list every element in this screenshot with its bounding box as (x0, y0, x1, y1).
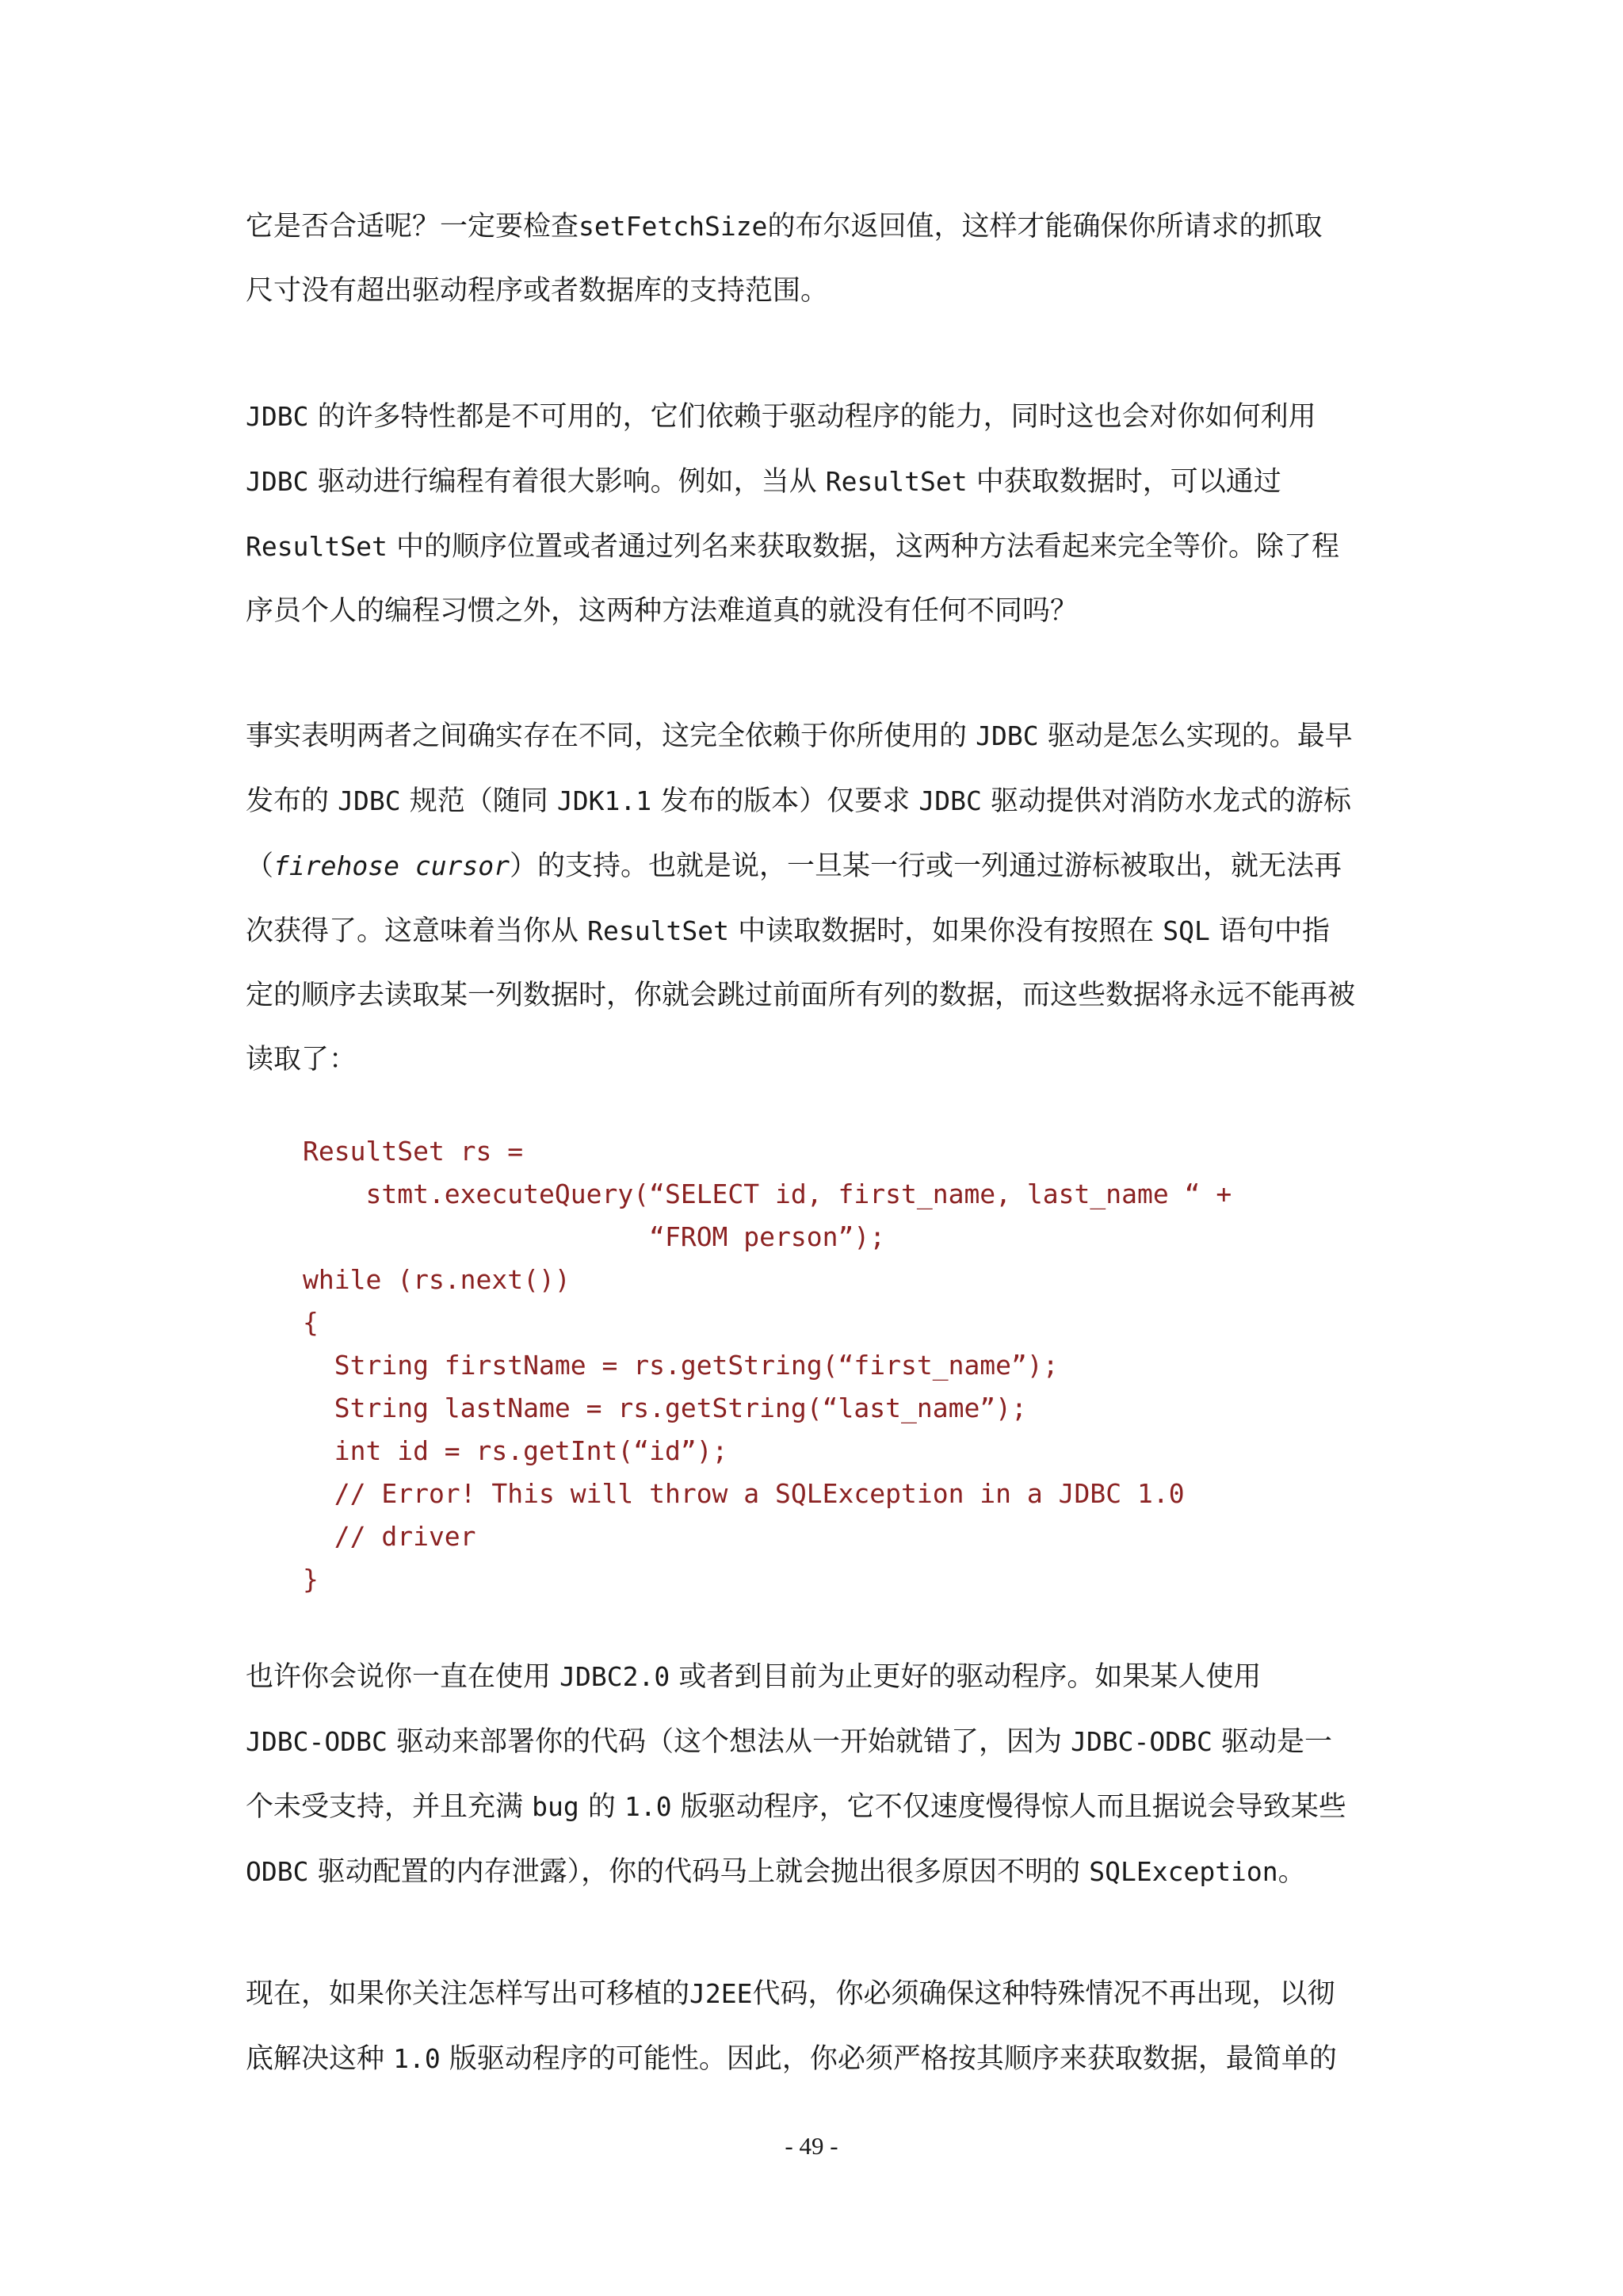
inline-code: J2EE (689, 1978, 753, 2009)
text-line (246, 449, 1379, 514)
paragraph-jdbc-odbc (246, 1645, 1379, 1904)
code-line: String firstName = rs.getString(“first_name”); (303, 1350, 1059, 1381)
paragraph-jdbc-features (246, 384, 1379, 644)
text-run: 规范（随同 (400, 785, 557, 817)
text-line (246, 1710, 1379, 1775)
inline-code: ResultSet (246, 531, 388, 562)
inline-code: JDBC (338, 785, 401, 816)
text-run: （ (246, 850, 274, 882)
inline-code: bug (532, 1791, 579, 1822)
code-line: while (rs.next()) (303, 1264, 571, 1295)
text-run: 它是否合适呢？一定要检查 (246, 211, 579, 243)
text-run: 发布的 (246, 785, 338, 817)
code-line: String lastName = rs.getString(“last_name”); (303, 1392, 1027, 1423)
inline-code: 1.0 (393, 2043, 441, 2074)
text-line (246, 1028, 1379, 1092)
text-run: 版驱动程序，它不仅速度慢得惊人而且据说会导致某些 (671, 1791, 1346, 1823)
inline-code: JDBC (918, 785, 982, 816)
inline-code: JDBC-ODBC (1071, 1726, 1212, 1757)
text-line (246, 1839, 1379, 1904)
text-run: 次获得了。这意味着当你从 (246, 915, 588, 947)
text-run: 。 (1277, 1856, 1306, 1888)
inline-code: setFetchSize (579, 211, 768, 242)
text-run: 中读取数据时，如果你没有按照在 (728, 915, 1163, 947)
inline-code: JDBC (976, 720, 1039, 751)
inline-code: SQL (1163, 915, 1210, 946)
text-line (246, 2027, 1379, 2092)
inline-code: JDK1.1 (556, 785, 652, 816)
text-line (246, 769, 1379, 834)
text-line (246, 1645, 1379, 1710)
text-run: 驱动是怎么实现的。最早 (1038, 720, 1353, 752)
inline-code: SQLException (1089, 1856, 1278, 1887)
code-line: “FROM person”); (303, 1221, 886, 1252)
text-line (246, 384, 1379, 449)
text-run: 中的顺序位置或者通过列名来获取数据，这两种方法看起来完全等价。除了程 (387, 531, 1339, 563)
paragraph-fetchsize (246, 194, 1379, 323)
text-run: 代码，你必须确保这种特殊情况不再出现，以彻 (752, 1978, 1335, 2010)
text-run: 驱动来部署你的代码（这个想法从一开始就错了，因为 (387, 1726, 1071, 1758)
text-line (246, 899, 1379, 964)
paragraph-j2ee-portability (246, 1962, 1379, 2092)
text-run: 现在，如果你关注怎样写出可移植的 (246, 1978, 690, 2010)
text-run: 尺寸没有超出驱动程序或者数据库的支持范围。 (246, 275, 829, 307)
text-line (246, 704, 1379, 769)
text-run: 序员个人的编程习惯之外，这两种方法难道真的就没有任何不同吗？ (246, 595, 1079, 627)
paragraph-firehose-cursor (246, 704, 1379, 1092)
text-line (246, 834, 1379, 899)
page-number: - 49 - (785, 2132, 838, 2160)
text-line (246, 1775, 1379, 1839)
inline-code: JDBC (246, 401, 309, 432)
code-line: int id = rs.getInt(“id”); (303, 1435, 728, 1466)
text-run: 的 (579, 1791, 625, 1823)
text-run: 中获取数据时，可以通过 (967, 466, 1281, 498)
text-run: 的布尔返回值，这样才能确保你所请求的抓取 (767, 211, 1323, 243)
text-run: 驱动提供对消防水龙式的游标 (981, 785, 1351, 817)
text-run: 个未受支持，并且充满 (246, 1791, 533, 1823)
inline-code: 1.0 (624, 1791, 672, 1822)
code-line: // driver (303, 1521, 476, 1552)
inline-code: ResultSet (825, 466, 968, 497)
text-run: 发布的版本）仅要求 (651, 785, 919, 817)
code-line: stmt.executeQuery(“SELECT id, first_name, last_name “ + (303, 1179, 1232, 1209)
code-line: { (303, 1307, 319, 1338)
code-block (303, 1130, 1232, 1601)
text-run: 也许你会说你一直在使用 (246, 1661, 560, 1693)
text-run: 定的顺序去读取某一列数据时，你就会跳过前面所有列的数据，而这些数据将永远不能再被 (246, 980, 1356, 1011)
text-run: 的许多特性都是不可用的，它们依赖于驱动程序的能力，同时这也会对你如何利用 (308, 401, 1316, 433)
text-line (246, 964, 1379, 1028)
text-run: 语句中指 (1209, 915, 1330, 947)
inline-code: JDBC2.0 (559, 1661, 670, 1692)
code-line: } (303, 1564, 319, 1595)
text-line (246, 1962, 1379, 2027)
text-run: 读取了： (246, 1044, 357, 1075)
code-line: ResultSet rs = (303, 1136, 524, 1167)
text-run: ）的支持。也就是说，一旦某一行或一列通过游标被取出，就无法再 (510, 850, 1342, 882)
inline-code: JDBC (246, 466, 309, 497)
text-run: 驱动进行编程有着很大影响。例如，当从 (308, 466, 826, 498)
inline-code: JDBC-ODBC (246, 1726, 388, 1757)
text-run: 底解决这种 (246, 2043, 394, 2075)
inline-code: firehose cursor (273, 850, 510, 881)
text-run: 事实表明两者之间确实存在不同，这完全依赖于你所使用的 (246, 720, 976, 752)
code-line: // Error! This will throw a SQLException in a JDBC 1.0 (303, 1478, 1185, 1509)
text-run: 驱动是一 (1212, 1726, 1333, 1758)
text-line (246, 259, 1379, 323)
text-run: 或者到目前为止更好的驱动程序。如果某人使用 (670, 1661, 1262, 1693)
text-run: 版驱动程序的可能性。因此，你必须严格按其顺序来获取数据，最简单的 (440, 2043, 1337, 2075)
text-line (246, 579, 1379, 644)
inline-code: ODBC (246, 1856, 309, 1887)
inline-code: ResultSet (587, 915, 729, 946)
text-line (246, 194, 1379, 259)
text-line (246, 514, 1379, 579)
text-run: 驱动配置的内存泄露），你的代码马上就会抛出很多原因不明的 (308, 1856, 1090, 1888)
